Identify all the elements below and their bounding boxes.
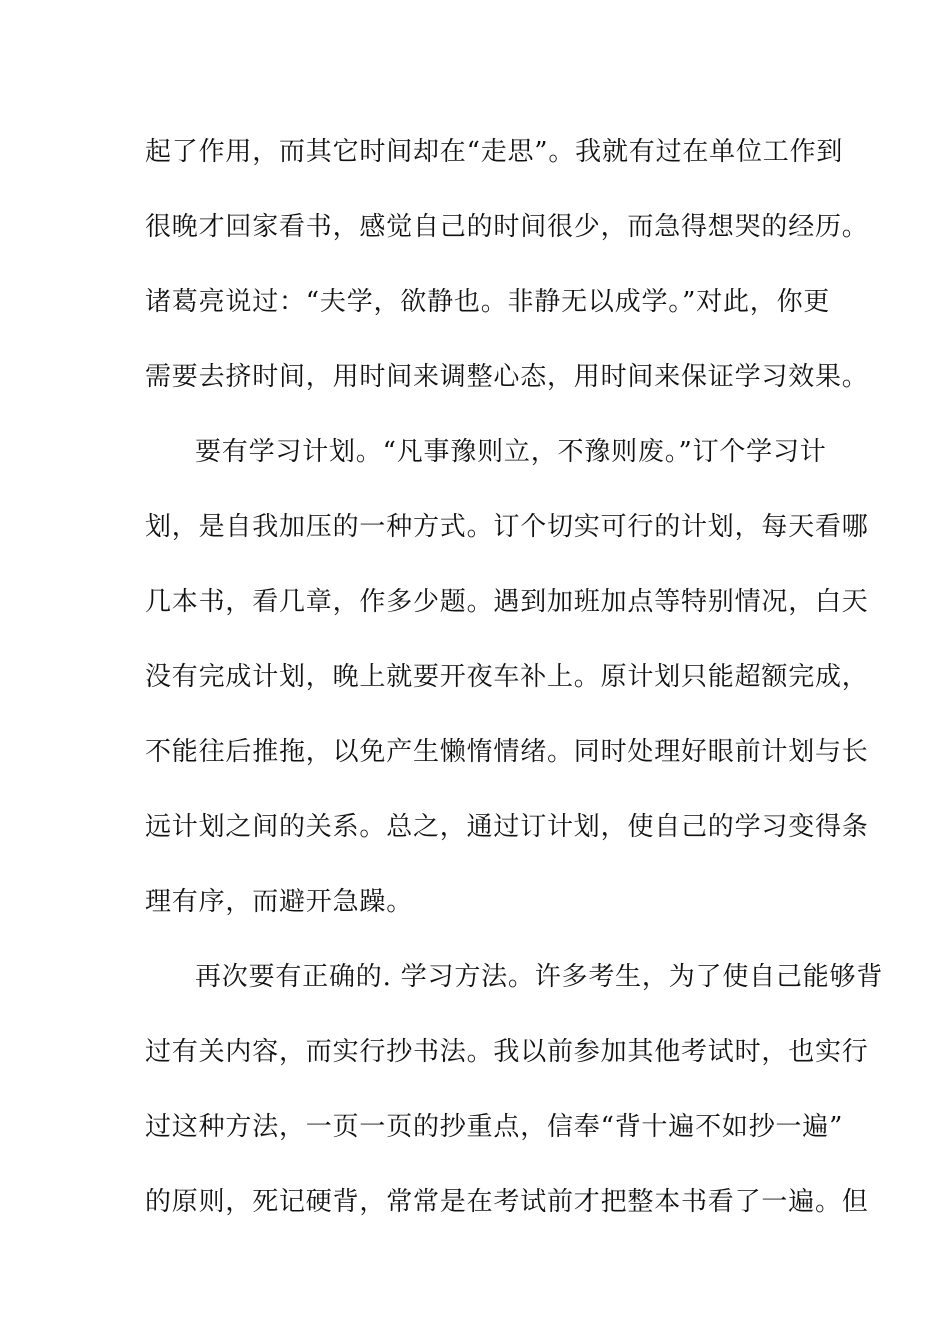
text-line: 不能往后推拖，以免产生懒惰情绪。同时处理好眼前计划与长 [145,737,869,767]
text-line: 诸葛亮说过：“夫学，欲静也。非静无以成学。”对此，你更 [145,287,831,317]
text-line: 划，是自我加压的一种方式。订个切实可行的计划，每天看哪 [145,512,869,542]
text-line: 的原则，死记硬背，常常是在考试前才把整本书看了一遍。但 [145,1187,869,1217]
text-line: 远计划之间的关系。总之，通过订计划，使自己的学习变得条 [145,812,869,842]
text-line: 再次要有正确的. 学习方法。许多考生，为了使自己能够背 [195,962,884,992]
text-line: 几本书，看几章，作多少题。遇到加班加点等特别情况，白天 [145,587,869,617]
text-line: 理有序，而避开急躁。 [145,887,414,917]
text-line: 需要去挤时间，用时间来调整心态，用时间来保证学习效果。 [145,362,869,392]
text-line: 很晚才回家看书，感觉自己的时间很少，而急得想哭的经历。 [145,212,869,242]
text-line: 过有关内容，而实行抄书法。我以前参加其他考试时，也实行 [145,1037,869,1067]
text-line: 要有学习计划。“凡事豫则立，不豫则废。”订个学习计 [195,437,827,467]
text-line: 起了作用，而其它时间却在“走思”。我就有过在单位工作到 [145,137,844,167]
text-line: 没有完成计划，晚上就要开夜车补上。原计划只能超额完成， [145,662,869,692]
text-line: 过这种方法，一页一页的抄重点，信奉“背十遍不如抄一遍” [145,1112,844,1142]
